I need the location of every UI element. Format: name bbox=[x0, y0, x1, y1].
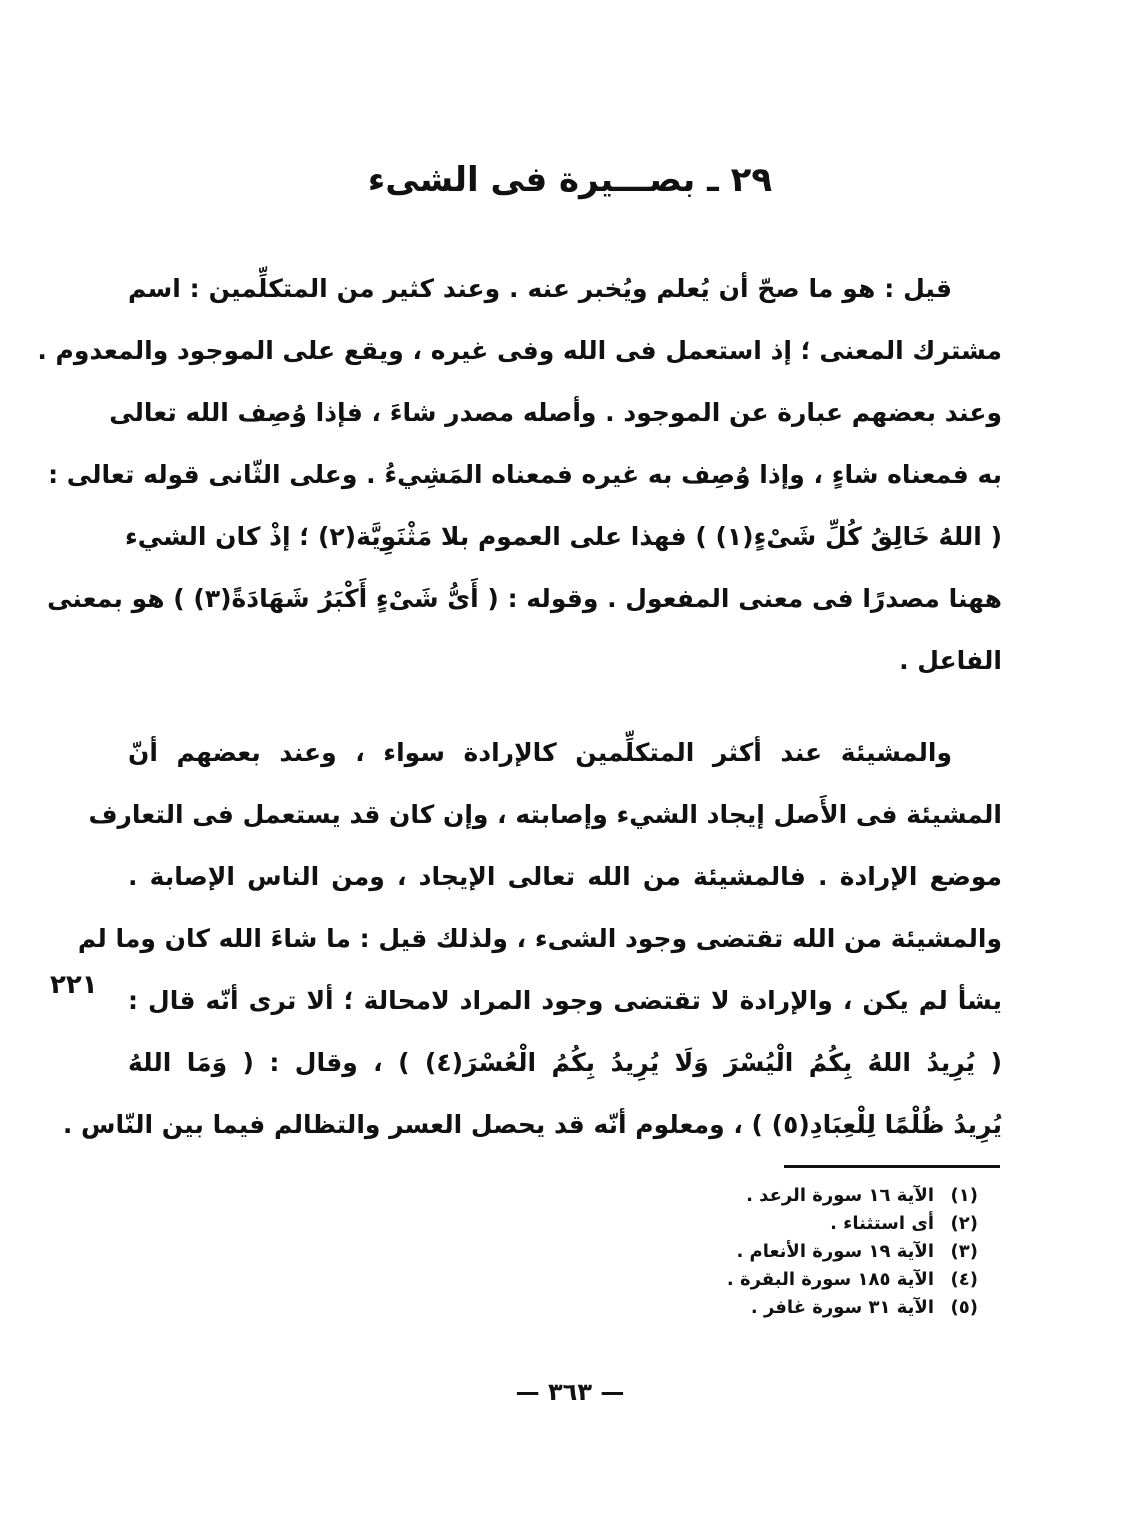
footnote-item bbox=[727, 1182, 978, 1210]
footnote-text: أى استثناء . bbox=[830, 1213, 934, 1234]
text-line: والمشيئة من الله تقتضى وجود الشىء ، ولذلك قيل : ما شاءَ الله كان وما لم bbox=[77, 924, 1002, 953]
text-line: به فمعناه شاءٍ ، وإذا وُصِف به غيره فمعناه المَشِيءُ . وعلى الثّانى قوله تعالى : bbox=[48, 460, 1002, 489]
footnote-item bbox=[727, 1210, 978, 1238]
footnote-number: (٤) bbox=[950, 1269, 978, 1290]
section-title: ٢٩ ـ بصـــيرة فى الشىء bbox=[367, 160, 773, 200]
footnote-item bbox=[727, 1266, 978, 1294]
footnote-text: الآية ٣١ سورة غافر . bbox=[750, 1297, 934, 1318]
footnote-text: الآية ١٨٥ سورة البقرة . bbox=[726, 1269, 934, 1290]
text-line: ( اللهُ خَالِقُ كُلِّ شَىْءٍ(١) ) فهذا على العموم بلا مَثْنَوِيَّة(٢) ؛ إذْ كان الشيء bbox=[125, 522, 1002, 551]
footnote-number: (١) bbox=[950, 1185, 978, 1206]
footnote-number: (٣) bbox=[950, 1241, 978, 1262]
footnote-text: الآية ١٩ سورة الأنعام . bbox=[736, 1241, 934, 1262]
text-line: ههنا مصدرًا فى معنى المفعول . وقوله : ( أَىُّ شَىْءٍ أَكْبَرُ شَهَادَةً(٣) ) هو بمعنى bbox=[47, 584, 1002, 613]
text-line: مشترك المعنى ؛ إذ استعمل فى الله وفى غيره ، ويقع على الموجود والمعدوم . bbox=[37, 336, 1002, 365]
text-line: الفاعل . bbox=[899, 646, 1002, 675]
page-number: — ٣٦٣ — bbox=[515, 1378, 625, 1406]
text-line: يُرِيدُ ظُلْمًا لِلْعِبَادِ(٥) ) ، ومعلوم أنّه قد يحصل العسر والتظالم فيما بين النّاس . bbox=[62, 1110, 1002, 1139]
paragraph-1 bbox=[37, 258, 1002, 692]
text-line: والمشيئة عند أكثر المتكلِّمين كالإرادة سواء ، وعند بعضهم أنّ bbox=[128, 738, 952, 767]
text-line: المشيئة فى الأَصل إيجاد الشيء وإصابته ، وإن كان قد يستعمل فى التعارف bbox=[88, 800, 1002, 829]
footnote-number: (٢) bbox=[950, 1213, 978, 1234]
footnote-item bbox=[727, 1238, 978, 1266]
footnotes bbox=[727, 1182, 978, 1322]
footnote-item bbox=[727, 1294, 978, 1322]
text-line: موضع الإرادة . فالمشيئة من الله تعالى الإيجاد ، ومن الناس الإصابة . bbox=[128, 862, 1002, 891]
text-line: يشأ لم يكن ، والإرادة لا تقتضى وجود المراد لامحالة ؛ ألا ترى أنّه قال : bbox=[128, 986, 1002, 1015]
text-line: قيل : هو ما صحّ أن يُعلم ويُخبر عنه . وعند كثير من المتكلِّمين : اسم bbox=[128, 274, 952, 303]
footnote-text: الآية ١٦ سورة الرعد . bbox=[746, 1185, 934, 1206]
margin-page-number: ٢٢١ bbox=[50, 970, 98, 1000]
paragraph-gap bbox=[128, 692, 1002, 722]
text-line: ( يُرِيدُ اللهُ بِكُمُ الْيُسْرَ وَلَا يُرِيدُ بِكُمُ الْعُسْرَ(٤) ) ، وقال : ( وَمَا اللهُ bbox=[128, 1048, 1002, 1077]
text-line: وعند بعضهم عبارة عن الموجود . وأصله مصدر شاءَ ، فإذا وُصِف الله تعالى bbox=[109, 398, 1002, 427]
footnote-divider bbox=[784, 1165, 1000, 1168]
footnote-number: (٥) bbox=[950, 1297, 978, 1318]
